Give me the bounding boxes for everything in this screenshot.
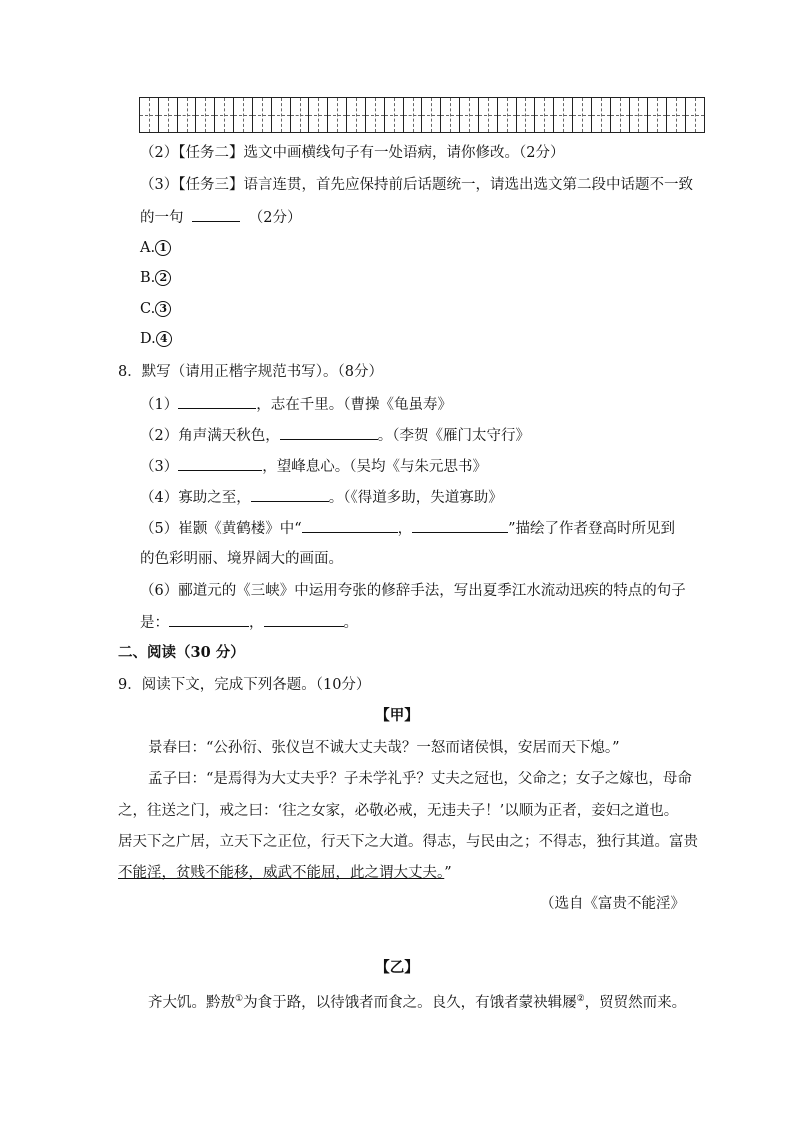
footnote-marker: ① [235, 994, 244, 1004]
grid-cell [572, 98, 591, 132]
circled-number: 2 [155, 270, 171, 286]
grid-cell [685, 98, 704, 132]
answer-blank[interactable] [178, 394, 256, 409]
option-b[interactable] [140, 268, 171, 288]
item-text: ， [249, 615, 264, 631]
circled-number: 1 [155, 240, 171, 256]
passage-yi-title: 【乙】 [375, 959, 419, 976]
q9-title: 9．阅读下文，完成下列各题。（10分） [118, 677, 371, 693]
answer-blank[interactable] [264, 612, 344, 627]
underlined-sentence: 不能淫，贫贱不能移，威武不能屈，此之谓大丈夫。 [118, 865, 445, 881]
item-text: ，望峰息心。（吴均《与朱元思书》 [262, 459, 487, 475]
answer-blank[interactable] [302, 518, 398, 533]
passage-jia-p2-3: 居天下之广居，立天下之正位，行天下之大道。得志，与民由之；不得志，独行其道。富贵 [118, 834, 698, 850]
answer-blank[interactable] [192, 207, 240, 222]
grid-cell [516, 98, 535, 132]
grid-cell [384, 98, 403, 132]
option-letter: C. [140, 301, 156, 317]
item-text: 。 [343, 615, 358, 631]
circled-number: 4 [156, 331, 172, 347]
item-text: （2）角声满天秋色， [140, 428, 280, 444]
option-letter: A. [140, 240, 156, 256]
passage-jia-p1: 景春曰：“公孙衍、张仪岂不诚大丈夫哉？一怒而诸侯惧，安居而天下熄。” [148, 740, 620, 756]
quote-end: ” [444, 865, 452, 881]
grid-cell [177, 98, 196, 132]
q8-item2 [140, 425, 530, 446]
circled-number: 3 [155, 301, 171, 317]
q8-item4 [140, 487, 503, 508]
grid-cell [271, 98, 290, 132]
q7-item2: （2）【任务二】选文中画横线句子有一处语病，请你修改。（2分） [140, 145, 565, 161]
item-text: 是： [140, 615, 169, 631]
option-letter: B. [140, 270, 156, 286]
q7-item3-text: 的一句 [140, 210, 184, 226]
grid-cell [421, 98, 440, 132]
item-text: 。（《得道多助，失道寡助》 [328, 490, 503, 506]
answer-blank[interactable] [169, 612, 249, 627]
option-letter: D. [140, 331, 156, 347]
answer-grid[interactable] [139, 97, 705, 133]
passage-jia-p2-2: 之，往送之门，戒之曰：‘往之女家，必敬必戒，无违夫子！’以顺为正者，妾妇之道也。 [118, 803, 679, 819]
section-title: 二、阅读（30 分） [118, 644, 245, 661]
grid-cell [214, 98, 233, 132]
q8-title: 8．默写（请用正楷字规范书写）。（8分） [118, 364, 383, 380]
answer-blank[interactable] [251, 487, 329, 502]
grid-cell [233, 98, 252, 132]
answer-blank[interactable] [412, 518, 508, 533]
q8-item5-line2: 的色彩明丽、境界阔大的画面。 [140, 551, 343, 567]
answer-blank[interactable] [280, 425, 378, 440]
item-text: ， [397, 521, 413, 537]
passage-yi-p1 [148, 989, 686, 1013]
item-text: ，志在千里。（曹操《龟虽寿》 [256, 397, 452, 413]
answer-blank[interactable] [178, 456, 262, 471]
q8-item1 [140, 394, 452, 415]
grid-cell [140, 98, 158, 132]
q8-item3 [140, 456, 487, 477]
item-text: （4）寡助之至， [140, 490, 251, 506]
item-number: （1） [140, 397, 179, 413]
q8-item6-line1: （6）郦道元的《三峡》中运用夸张的修辞手法，写出夏季江水流动迅疾的特点的句子 [140, 583, 686, 599]
passage-jia-p2-1: 孟子曰：“是焉得为大丈夫乎？子未学礼乎？丈夫之冠也，父命之；女子之嫁也，母命 [148, 771, 692, 787]
q8-item6-line2 [140, 612, 358, 633]
passage-text: 为食于路，以待饿者而食之。良久，有饿者蒙袂辑屦 [243, 994, 577, 1011]
footnote-marker: ② [576, 994, 585, 1004]
q7-item3-score: （2分） [248, 210, 302, 226]
grid-cell [610, 98, 629, 132]
grid-cell [497, 98, 516, 132]
grid-cell [346, 98, 365, 132]
grid-cell [290, 98, 309, 132]
grid-cell [365, 98, 384, 132]
grid-cell [195, 98, 214, 132]
grid-cell [403, 98, 422, 132]
grid-cell [327, 98, 346, 132]
item-text: ”描绘了作者登高时所见到 [508, 521, 676, 537]
grid-cell [647, 98, 666, 132]
passage-text: ，贸贸然而来。 [584, 994, 687, 1011]
grid-cell [591, 98, 610, 132]
option-d[interactable] [140, 329, 172, 349]
option-a[interactable] [140, 238, 171, 258]
grid-cell [629, 98, 648, 132]
grid-cell [666, 98, 685, 132]
passage-text: 齐大饥。黔敖 [148, 994, 235, 1011]
item-number: （3） [140, 459, 179, 475]
grid-cell [478, 98, 497, 132]
q7-item3-line1: （3）【任务三】语言连贯，首先应保持前后话题统一，请选出选文第二段中话题不一致 [140, 177, 693, 193]
grid-cell [534, 98, 553, 132]
q8-item5 [140, 518, 675, 539]
grid-cell [308, 98, 327, 132]
item-text: （5）崔颢《黄鹤楼》中“ [140, 521, 302, 537]
passage-jia-source: （选自《富贵不能淫》 [540, 896, 685, 912]
grid-cell [459, 98, 478, 132]
passage-jia-title: 【甲】 [375, 707, 419, 724]
option-c[interactable] [140, 299, 171, 319]
grid-cell [252, 98, 271, 132]
grid-cell [440, 98, 459, 132]
grid-cell [553, 98, 572, 132]
grid-cell [158, 98, 177, 132]
passage-jia-p2-4 [118, 863, 452, 883]
item-text: 。（李贺《雁门太守行》 [377, 428, 530, 444]
q7-item3-line2 [140, 207, 301, 228]
